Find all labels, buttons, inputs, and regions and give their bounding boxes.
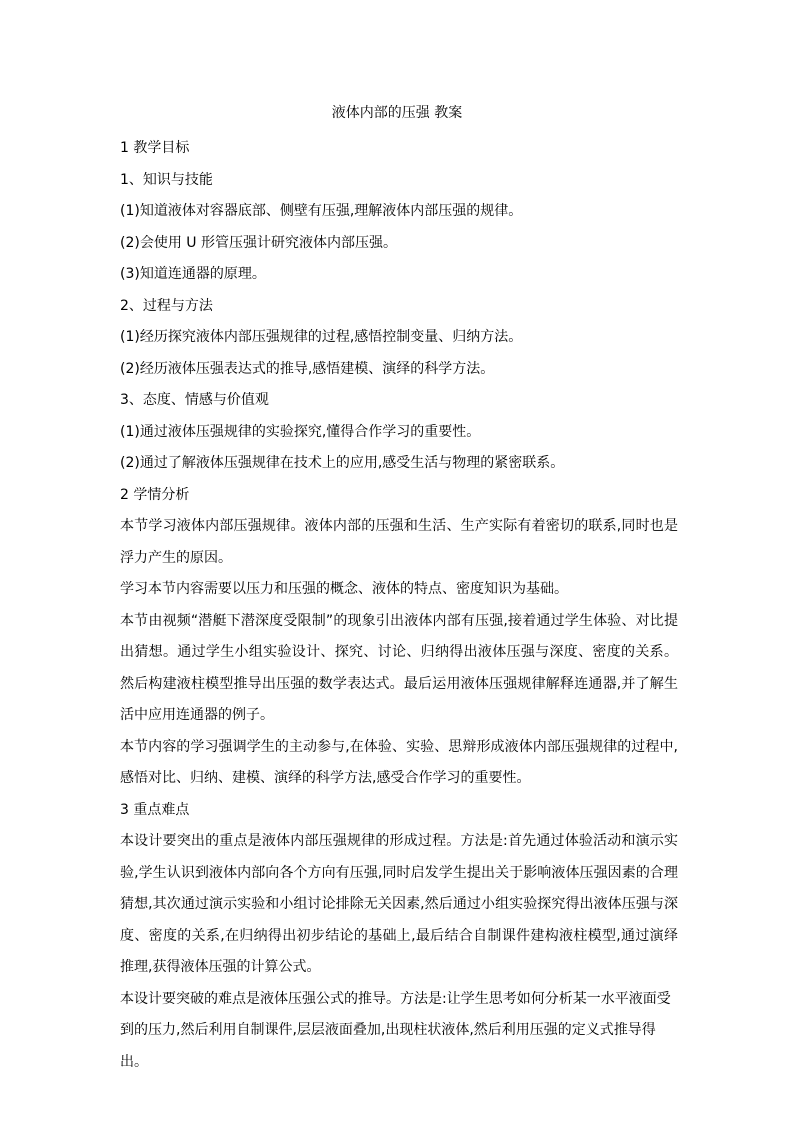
- body-paragraph: 本节学习液体内部压强规律。液体内部的压强和生活、生产实际有着密切的联系,同时也是浮力产生的原因。: [120, 518, 678, 566]
- list-item: (2)经历液体压强表达式的推导,感悟建模、演绎的科学方法。: [120, 360, 495, 377]
- subheading-process-methods: 2、过程与方法: [120, 297, 213, 314]
- list-item: (1)通过液体压强规律的实验探究,懂得合作学习的重要性。: [120, 423, 481, 440]
- heading-student-analysis: 2 学情分析: [120, 486, 190, 503]
- body-paragraph: 本设计要突破的难点是液体压强公式的推导。方法是:让学生思考如何分析某一水平液面受到的压力,然后利用自制课件,层层液面叠加,出现柱状液体,然后利用压强的定义式推导得出。: [120, 990, 671, 1070]
- heading-key-difficulties: 3 重点难点: [120, 801, 190, 818]
- body-paragraph: 本节内容的学习强调学生的主动参与,在体验、实验、思辩形成液体内部压强规律的过程中,感悟对比、归纳、建模、演绎的科学方法,感受合作学习的重要性。: [120, 738, 678, 786]
- list-item: (2)通过了解液体压强规律在技术上的应用,感受生活与物理的紧密联系。: [120, 455, 565, 471]
- document-title: 液体内部的压强 教案: [331, 105, 463, 121]
- list-item: (3)知道连通器的原理。: [120, 266, 266, 282]
- subheading-attitude-values: 3、态度、情感与价值观: [120, 392, 269, 408]
- body-paragraph: 本设计要突出的重点是液体内部压强规律的形成过程。方法是:首先通过体验活动和演示实验,学生认识到液体内部向各个方向有压强,同时启发学生提出关于影响液体压强因素的合理猜想,其次通过演示实验和小组讨论排除无关因素,然后通过小组实验探究得出液体压强与深度、密度的关系,在归纳得出初步结论的基础上,最后结合自制课件建构液柱模型,通过演绎推理,获得液体压强的计算公式。: [120, 833, 678, 975]
- body-paragraph: 本节由视频“潜艇下潜深度受限制”的现象引出液体内部有压强,接着通过学生体验、对比提出猜想。通过学生小组实验设计、探究、讨论、归纳得出液体压强与深度、密度的关系。然后构建液柱模型推导出压强的数学表达式。最后运用液体压强规律解释连通器,并了解生活中应用连通器的例子。: [120, 612, 678, 723]
- list-item: (1)知道液体对容器底部、侧壁有压强,理解液体内部压强的规律。: [120, 203, 523, 219]
- body-paragraph: 学习本节内容需要以压力和压强的概念、液体的特点、密度知识为基础。: [120, 581, 568, 597]
- list-item: (2)会使用 U 形管压强计研究液体内部压强。: [120, 234, 397, 251]
- heading-teaching-goals: 1 教学目标: [120, 140, 190, 156]
- document-body: [120, 133, 678, 1078]
- list-item: (1)经历探究液体内部压强规律的过程,感悟控制变量、归纳方法。: [120, 329, 523, 345]
- subheading-knowledge-skills: 1、知识与技能: [120, 171, 213, 188]
